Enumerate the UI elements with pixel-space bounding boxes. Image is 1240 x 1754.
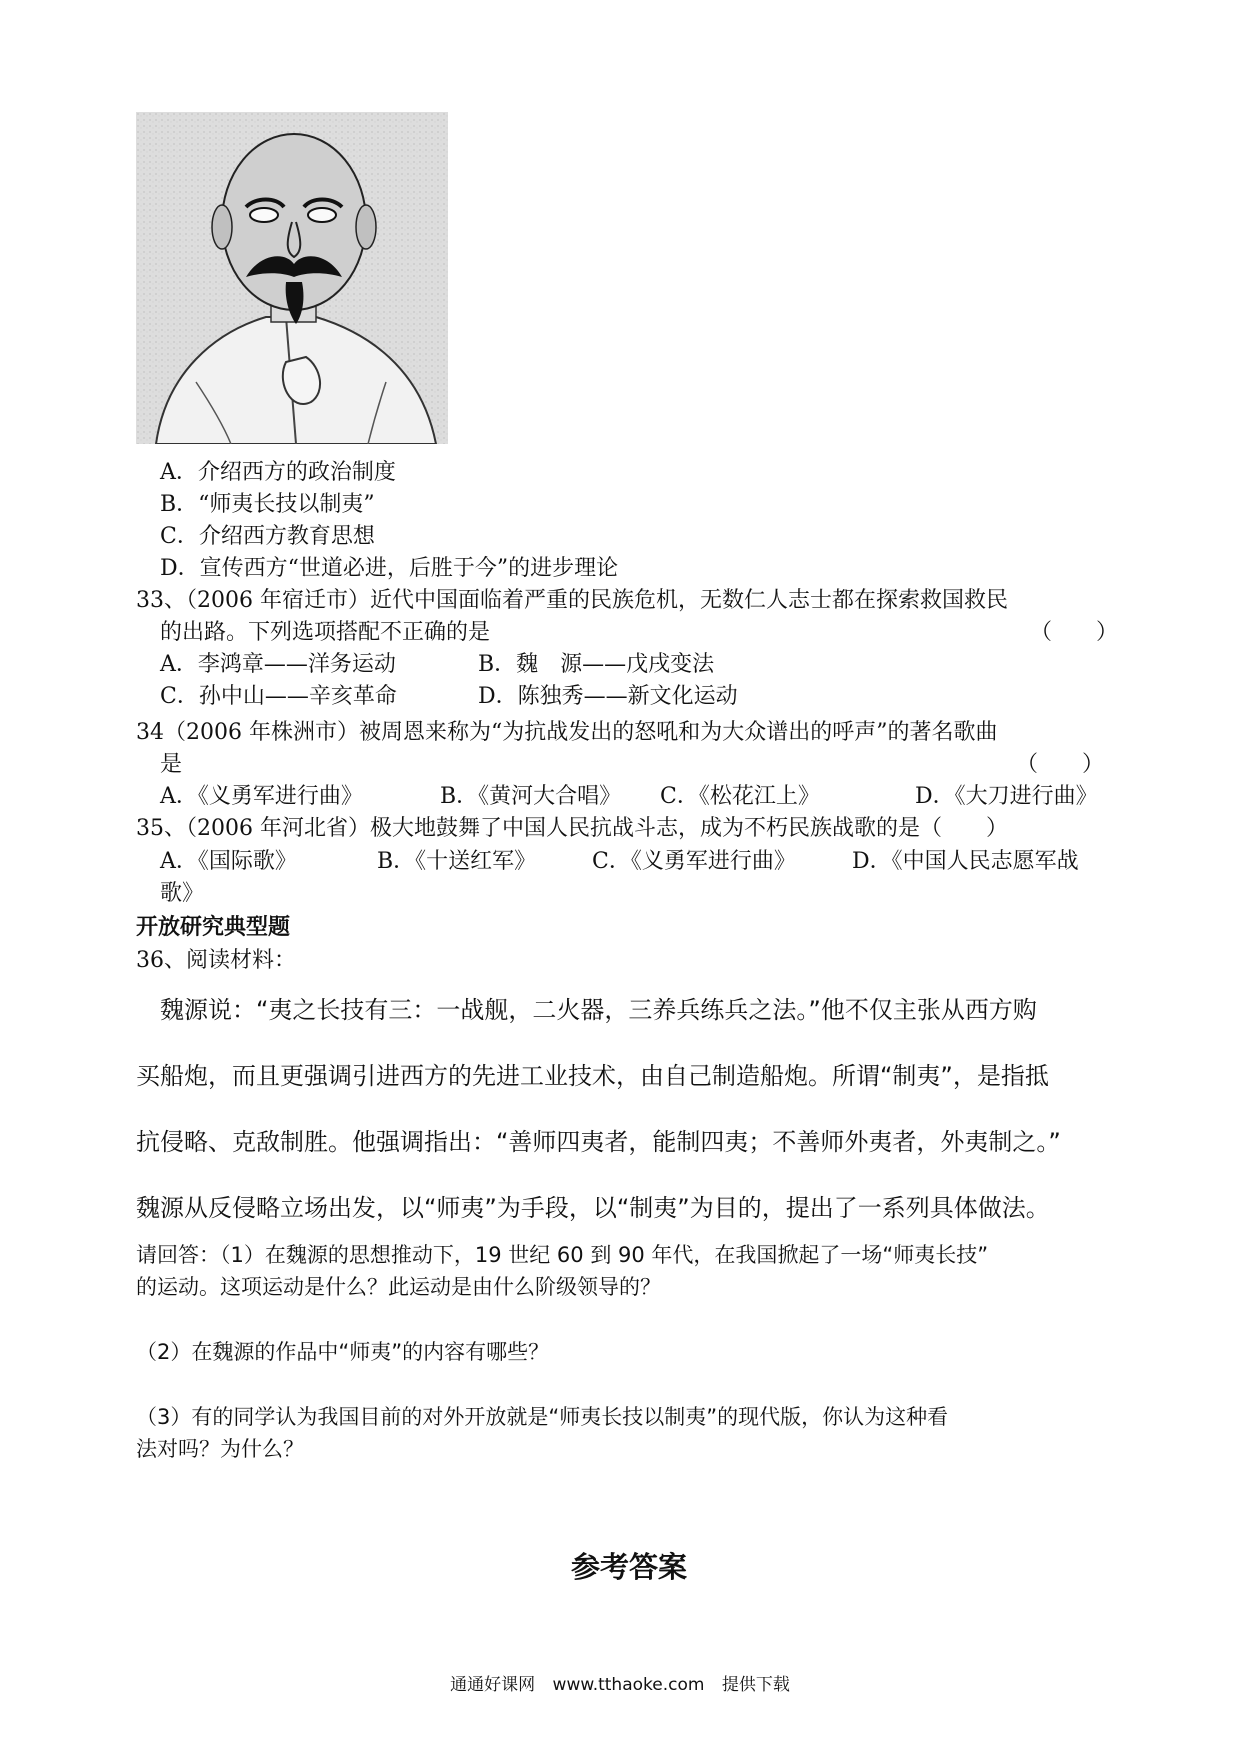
q36-material-line3: 抗侵略、克敌制胜。他强调指出：“善师四夷者，能制四夷；不善师外夷者，外夷制之。” xyxy=(136,1128,1061,1156)
page-footer xyxy=(0,1670,1240,1695)
q35-option-a: A．《国际歌》 xyxy=(160,849,297,874)
q32-option-d: D．宣传西方“世道必进，后胜于今”的进步理论 xyxy=(160,556,619,581)
footer-site-name: 通通好课网 xyxy=(450,1675,536,1695)
q32-option-b: B．“师夷长技以制夷” xyxy=(160,492,375,517)
q33-stem-line2: 的出路。下列选项搭配不正确的是 xyxy=(160,620,491,645)
q34-option-a: A．《义勇军进行曲》 xyxy=(160,784,363,809)
q33-option-b: B．魏 源——戊戌变法 xyxy=(478,652,715,677)
q36-question1-line1: 请回答：（1）在魏源的思想推动下，19 世纪 60 到 90 年代，在我国掀起了一场“师夷长技” xyxy=(136,1243,989,1267)
q35-option-b: B．《十送红军》 xyxy=(377,849,537,874)
q36-question3-line2: 法对吗？为什么？ xyxy=(136,1437,304,1461)
q33-answer-paren: （ ） xyxy=(1030,620,1119,645)
q34-option-d: D．《大刀进行曲》 xyxy=(915,784,1098,809)
q34-option-c: C．《松花江上》 xyxy=(660,784,820,809)
q32-option-a: A．介绍西方的政治制度 xyxy=(160,460,396,485)
q36-intro: 36、阅读材料： xyxy=(136,948,296,973)
section-title: 开放研究典型题 xyxy=(136,915,291,940)
q33-option-d: D．陈独秀——新文化运动 xyxy=(478,684,738,709)
q34-answer-paren: （ ） xyxy=(1016,752,1105,777)
q35-option-c: C．《义勇军进行曲》 xyxy=(592,849,796,874)
q36-material-line2: 买船炮，而且更强调引进西方的先进工业技术，由自己制造船炮。所谓“制夷”，是指抵 xyxy=(136,1062,1049,1090)
q34-option-b: B．《黄河大合唱》 xyxy=(440,784,622,809)
q32-option-c: C．介绍西方教育思想 xyxy=(160,524,375,549)
q33-option-c: C．孙中山——辛亥革命 xyxy=(160,684,397,709)
footer-url[interactable]: www.tthaoke.com xyxy=(552,1675,705,1695)
q34-stem-line1: 34（2006 年株洲市）被周恩来称为“为抗战发出的怒吼和为大众谱出的呼声”的著名歌曲 xyxy=(136,720,998,745)
q33-stem-line1: 33、（2006 年宿迁市）近代中国面临着严重的民族危机，无数仁人志士都在探索救国救民 xyxy=(136,588,1008,613)
q34-stem-line2: 是 xyxy=(160,752,183,777)
q36-material-line4: 魏源从反侵略立场出发，以“师夷”为手段，以“制夷”为目的，提出了一系列具体做法。 xyxy=(136,1194,1050,1222)
q36-question3-line1: （3）有的同学认为我国目前的对外开放就是“师夷长技以制夷”的现代版，你认为这种看 xyxy=(136,1405,949,1429)
q33-option-a: A．李鸿章——洋务运动 xyxy=(160,652,396,677)
q35-option-d: D．《中国人民志愿军战 xyxy=(852,849,1079,874)
portrait-illustration xyxy=(136,112,448,444)
q36-question1-line2: 的运动。这项运动是什么？此运动是由什么阶级领导的？ xyxy=(136,1275,661,1299)
q36-material-line1: 魏源说：“夷之长技有三：一战舰，二火器，三养兵练兵之法。”他不仅主张从西方购 xyxy=(136,996,1037,1024)
q35-stem: 35、（2006 年河北省）极大地鼓舞了中国人民抗战斗志，成为不朽民族战歌的是（ ） xyxy=(136,816,1008,841)
footer-note: 提供下载 xyxy=(721,1675,790,1695)
q36-question2: （2）在魏源的作品中“师夷”的内容有哪些？ xyxy=(136,1340,550,1364)
q35-option-d-continued: 歌》 xyxy=(160,881,205,906)
answer-section-title: 参考答案 xyxy=(570,1550,687,1584)
